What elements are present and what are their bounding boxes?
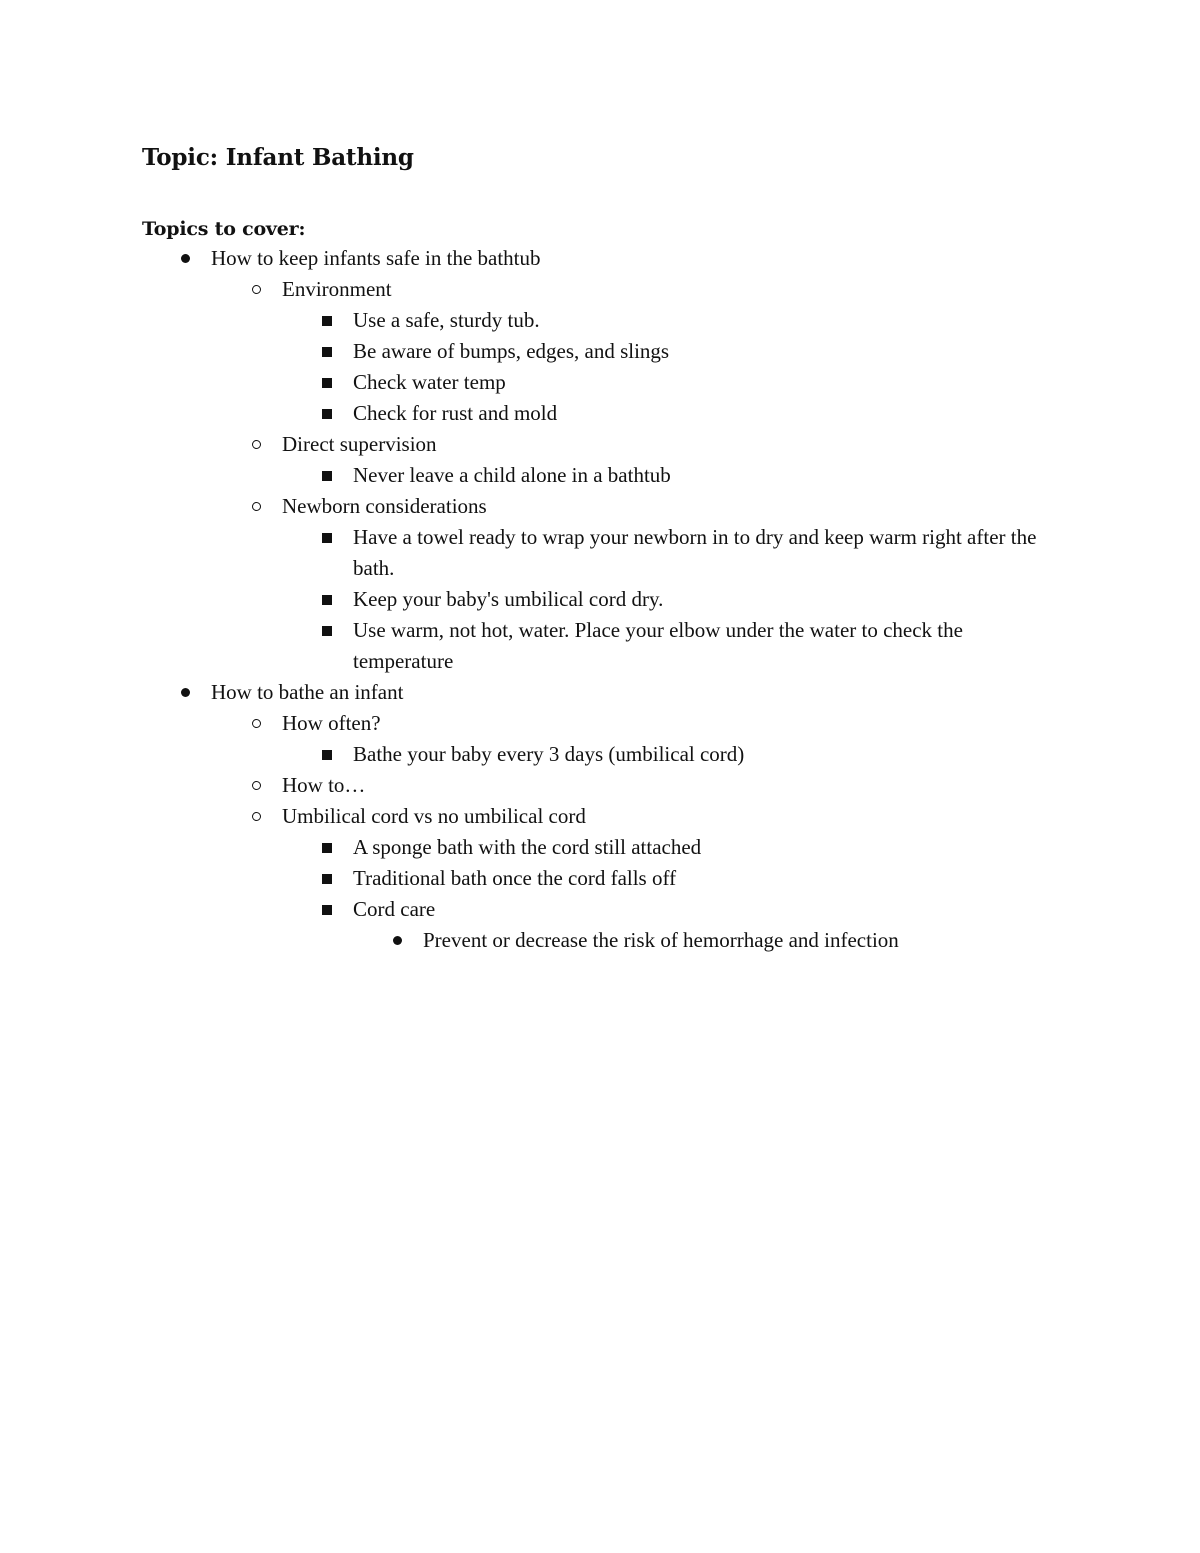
list-item [0, 708, 1200, 739]
list-item [0, 584, 1200, 615]
list-item-text: Use a safe, sturdy tub. [353, 308, 540, 332]
list-item-text: How to bathe an infant [211, 680, 404, 704]
circle-bullet-icon [249, 708, 263, 739]
circle-bullet-icon [249, 274, 263, 305]
square-bullet-icon [320, 367, 334, 398]
list-item-text: Be aware of bumps, edges, and slings [353, 339, 670, 363]
list-item [0, 243, 1200, 274]
list-item [0, 367, 1200, 398]
list-item [0, 832, 1200, 863]
list-item [0, 398, 1200, 429]
list-item [0, 677, 1200, 708]
square-bullet-icon [320, 615, 334, 646]
circle-bullet-icon [249, 429, 263, 460]
list-item-text: Cord care [353, 897, 436, 921]
list-item-text: Direct supervision [282, 432, 437, 456]
circle-bullet-icon [249, 801, 263, 832]
list-item-text: Never leave a child alone in a bathtub [353, 463, 671, 487]
list-item [0, 770, 1200, 801]
list-item-text: Environment [282, 277, 392, 301]
list-item [0, 429, 1200, 460]
square-bullet-icon [320, 522, 334, 553]
square-bullet-icon [320, 832, 334, 863]
square-bullet-icon [320, 863, 334, 894]
list-item [0, 336, 1200, 367]
list-item [0, 522, 1200, 584]
list-item-text: Newborn considerations [282, 494, 487, 518]
list-item-text: A sponge bath with the cord still attached [353, 835, 702, 859]
list-item [0, 491, 1200, 522]
square-bullet-icon [320, 460, 334, 491]
circle-bullet-icon [249, 491, 263, 522]
list-item [0, 615, 1200, 677]
list-item-text: How to keep infants safe in the bathtub [211, 246, 541, 270]
list-item-text: Check for rust and mold [353, 401, 558, 425]
list-item-text: How often? [282, 711, 381, 735]
circle-bullet-icon [249, 770, 263, 801]
square-bullet-icon [320, 305, 334, 336]
document-subtitle: Topics to cover: [142, 218, 306, 240]
list-item-text: Prevent or decrease the risk of hemorrhage and infection [423, 928, 899, 952]
list-item [0, 863, 1200, 894]
list-item-text: How to… [282, 773, 366, 797]
square-bullet-icon [320, 584, 334, 615]
list-item-text: Have a towel ready to wrap your newborn in to dry and keep warm right after the bath. [353, 525, 1037, 580]
disc-bullet-icon [178, 243, 192, 274]
disc-bullet-icon [390, 925, 404, 956]
square-bullet-icon [320, 894, 334, 925]
list-item [0, 305, 1200, 336]
list-item-text: Traditional bath once the cord falls off [353, 866, 677, 890]
square-bullet-icon [320, 739, 334, 770]
square-bullet-icon [320, 336, 334, 367]
topic-outline [0, 243, 1200, 956]
list-item [0, 894, 1200, 925]
list-item-text: Use warm, not hot, water. Place your elbow under the water to check the temperature [353, 618, 963, 673]
list-item [0, 925, 1200, 956]
list-item-text: Check water temp [353, 370, 506, 394]
list-item-text: Bathe your baby every 3 days (umbilical cord) [353, 742, 745, 766]
list-item [0, 460, 1200, 491]
document-title: Topic: Infant Bathing [142, 144, 414, 171]
square-bullet-icon [320, 398, 334, 429]
list-item [0, 801, 1200, 832]
list-item-text: Umbilical cord vs no umbilical cord [282, 804, 586, 828]
list-item [0, 739, 1200, 770]
disc-bullet-icon [178, 677, 192, 708]
list-item [0, 274, 1200, 305]
list-item-text: Keep your baby's umbilical cord dry. [353, 587, 664, 611]
